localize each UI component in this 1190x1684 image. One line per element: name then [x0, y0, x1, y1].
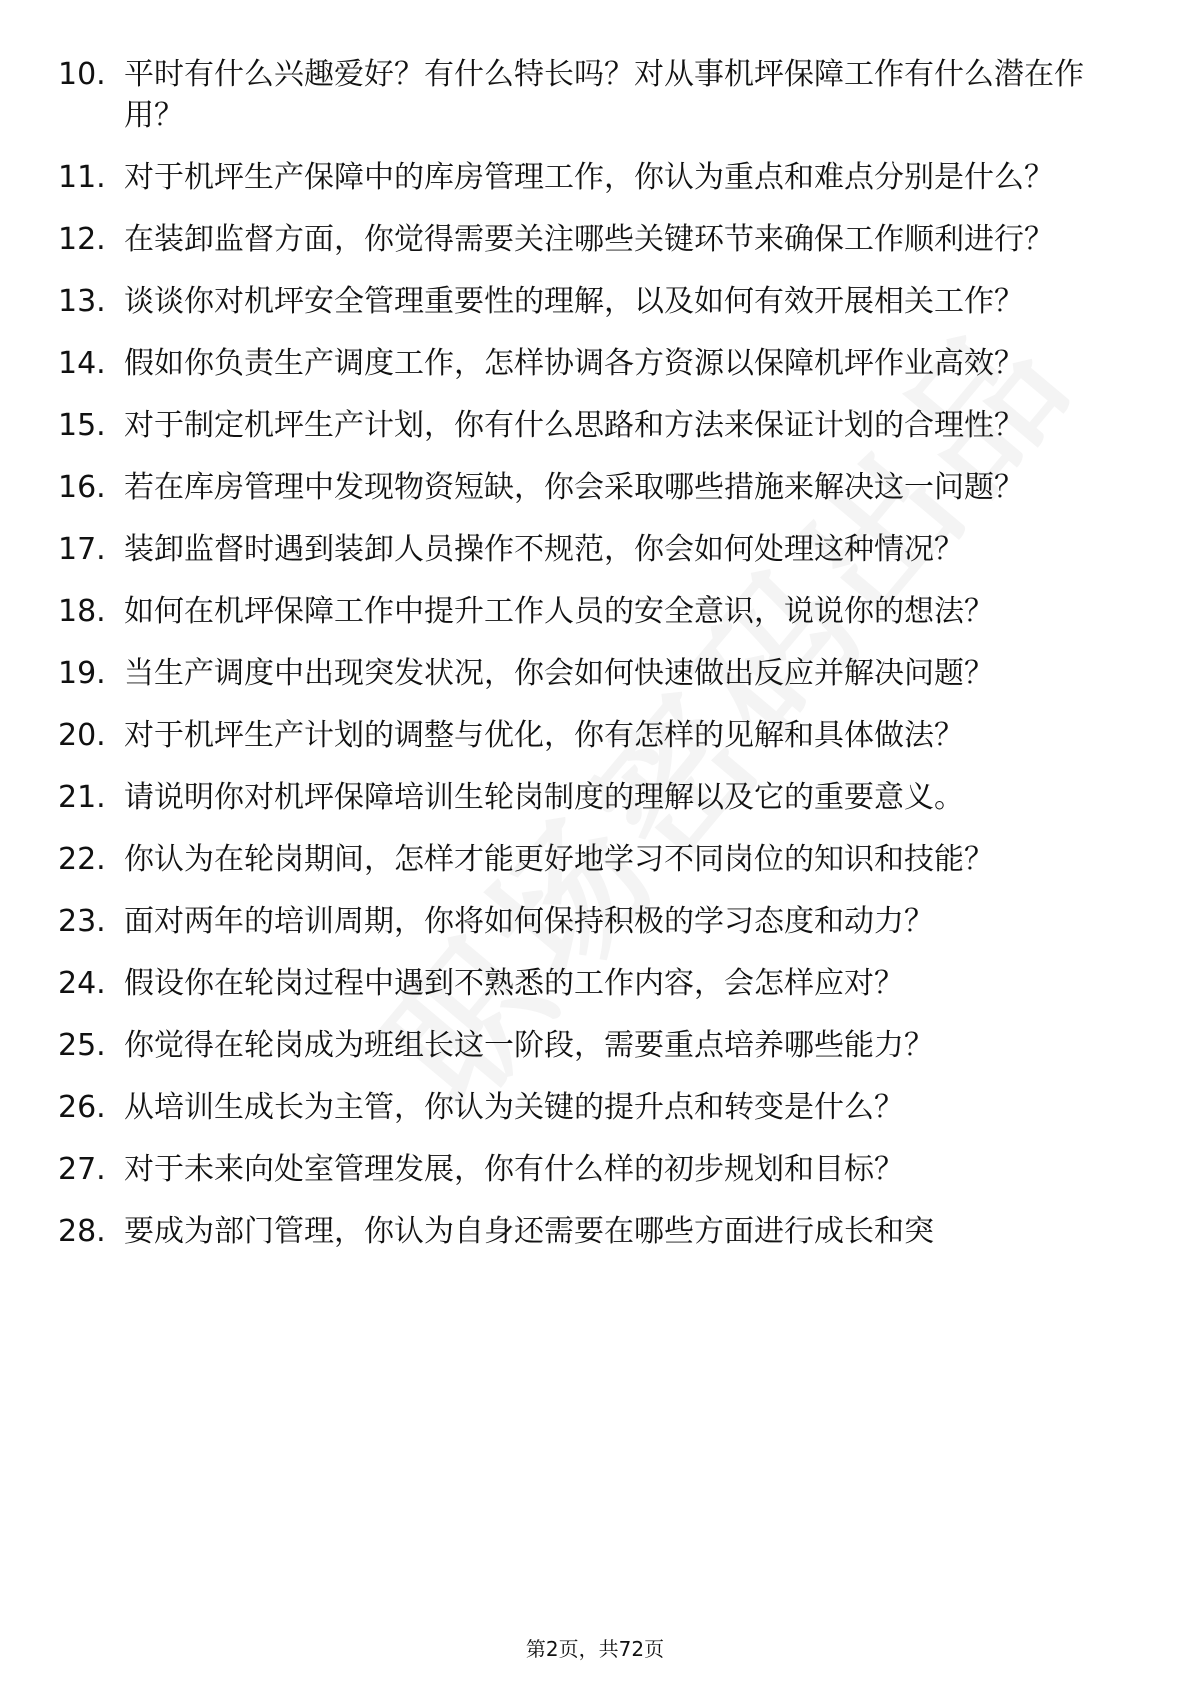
- item-number: 13.: [58, 284, 106, 319]
- item-text: 面对两年的培训周期，你将如何保持积极的学习态度和动力？: [124, 904, 934, 939]
- item-number: 18.: [58, 594, 106, 629]
- item-text: 平时有什么兴趣爱好？有什么特长吗？对从事机坪保障工作有什么潜在作用？: [124, 57, 1084, 133]
- list-item: [58, 1087, 1118, 1128]
- question-list: [58, 54, 1118, 1273]
- item-text: 假设你在轮岗过程中遇到不熟悉的工作内容，会怎样应对？: [124, 966, 904, 1001]
- item-number: 19.: [58, 656, 106, 691]
- list-item: [58, 54, 1118, 136]
- item-number: 11.: [58, 160, 106, 195]
- list-item: [58, 901, 1118, 942]
- list-item: [58, 467, 1118, 508]
- list-item: [58, 777, 1118, 818]
- item-text: 从培训生成长为主管，你认为关键的提升点和转变是什么？: [124, 1090, 904, 1125]
- item-number: 25.: [58, 1028, 106, 1063]
- item-text: 如何在机坪保障工作中提升工作人员的安全意识，说说你的想法？: [124, 594, 994, 629]
- item-number: 12.: [58, 222, 106, 257]
- list-item: [58, 1149, 1118, 1190]
- item-number: 20.: [58, 718, 106, 753]
- item-number: 22.: [58, 842, 106, 877]
- item-number: 21.: [58, 780, 106, 815]
- item-number: 26.: [58, 1090, 106, 1125]
- list-item: [58, 839, 1118, 880]
- list-item: [58, 529, 1118, 570]
- list-item: [58, 653, 1118, 694]
- item-text: 要成为部门管理，你认为自身还需要在哪些方面进行成长和突: [124, 1214, 934, 1249]
- page-footer: 第2页，共72页: [525, 1637, 665, 1661]
- item-text: 当生产调度中出现突发状况，你会如何快速做出反应并解决问题？: [124, 656, 994, 691]
- list-item: [58, 591, 1118, 632]
- item-text: 对于未来向处室管理发展，你有什么样的初步规划和目标？: [124, 1152, 904, 1187]
- item-number: 10.: [58, 57, 106, 92]
- list-item: [58, 715, 1118, 756]
- item-number: 15.: [58, 408, 106, 443]
- list-item: [58, 281, 1118, 322]
- list-item: [58, 1025, 1118, 1066]
- item-number: 27.: [58, 1152, 106, 1187]
- list-item: [58, 343, 1118, 384]
- item-text: 请说明你对机坪保障培训生轮岗制度的理解以及它的重要意义。: [124, 780, 964, 815]
- item-text: 装卸监督时遇到装卸人员操作不规范，你会如何处理这种情况？: [124, 532, 964, 567]
- item-text: 你觉得在轮岗成为班组长这一阶段，需要重点培养哪些能力？: [124, 1028, 934, 1063]
- item-text: 假如你负责生产调度工作，怎样协调各方资源以保障机坪作业高效？: [124, 346, 1024, 381]
- item-text: 对于机坪生产保障中的库房管理工作，你认为重点和难点分别是什么？: [124, 160, 1054, 195]
- item-text: 你认为在轮岗期间，怎样才能更好地学习不同岗位的知识和技能？: [124, 842, 994, 877]
- item-number: 23.: [58, 904, 106, 939]
- item-text: 谈谈你对机坪安全管理重要性的理解，以及如何有效开展相关工作？: [124, 284, 1024, 319]
- item-number: 16.: [58, 470, 106, 505]
- list-item: [58, 405, 1118, 446]
- list-item: [58, 157, 1118, 198]
- item-text: 对于制定机坪生产计划，你有什么思路和方法来保证计划的合理性？: [124, 408, 1024, 443]
- item-number: 28.: [58, 1214, 106, 1249]
- item-number: 24.: [58, 966, 106, 1001]
- item-number: 17.: [58, 532, 106, 567]
- list-item: [58, 963, 1118, 1004]
- item-text: 对于机坪生产计划的调整与优化，你有怎样的见解和具体做法？: [124, 718, 964, 753]
- list-item: [58, 1211, 1118, 1252]
- item-text: 在装卸监督方面，你觉得需要关注哪些关键环节来确保工作顺利进行？: [124, 222, 1054, 257]
- item-number: 14.: [58, 346, 106, 381]
- list-item: [58, 219, 1118, 260]
- item-text: 若在库房管理中发现物资短缺，你会采取哪些措施来解决这一问题？: [124, 470, 1024, 505]
